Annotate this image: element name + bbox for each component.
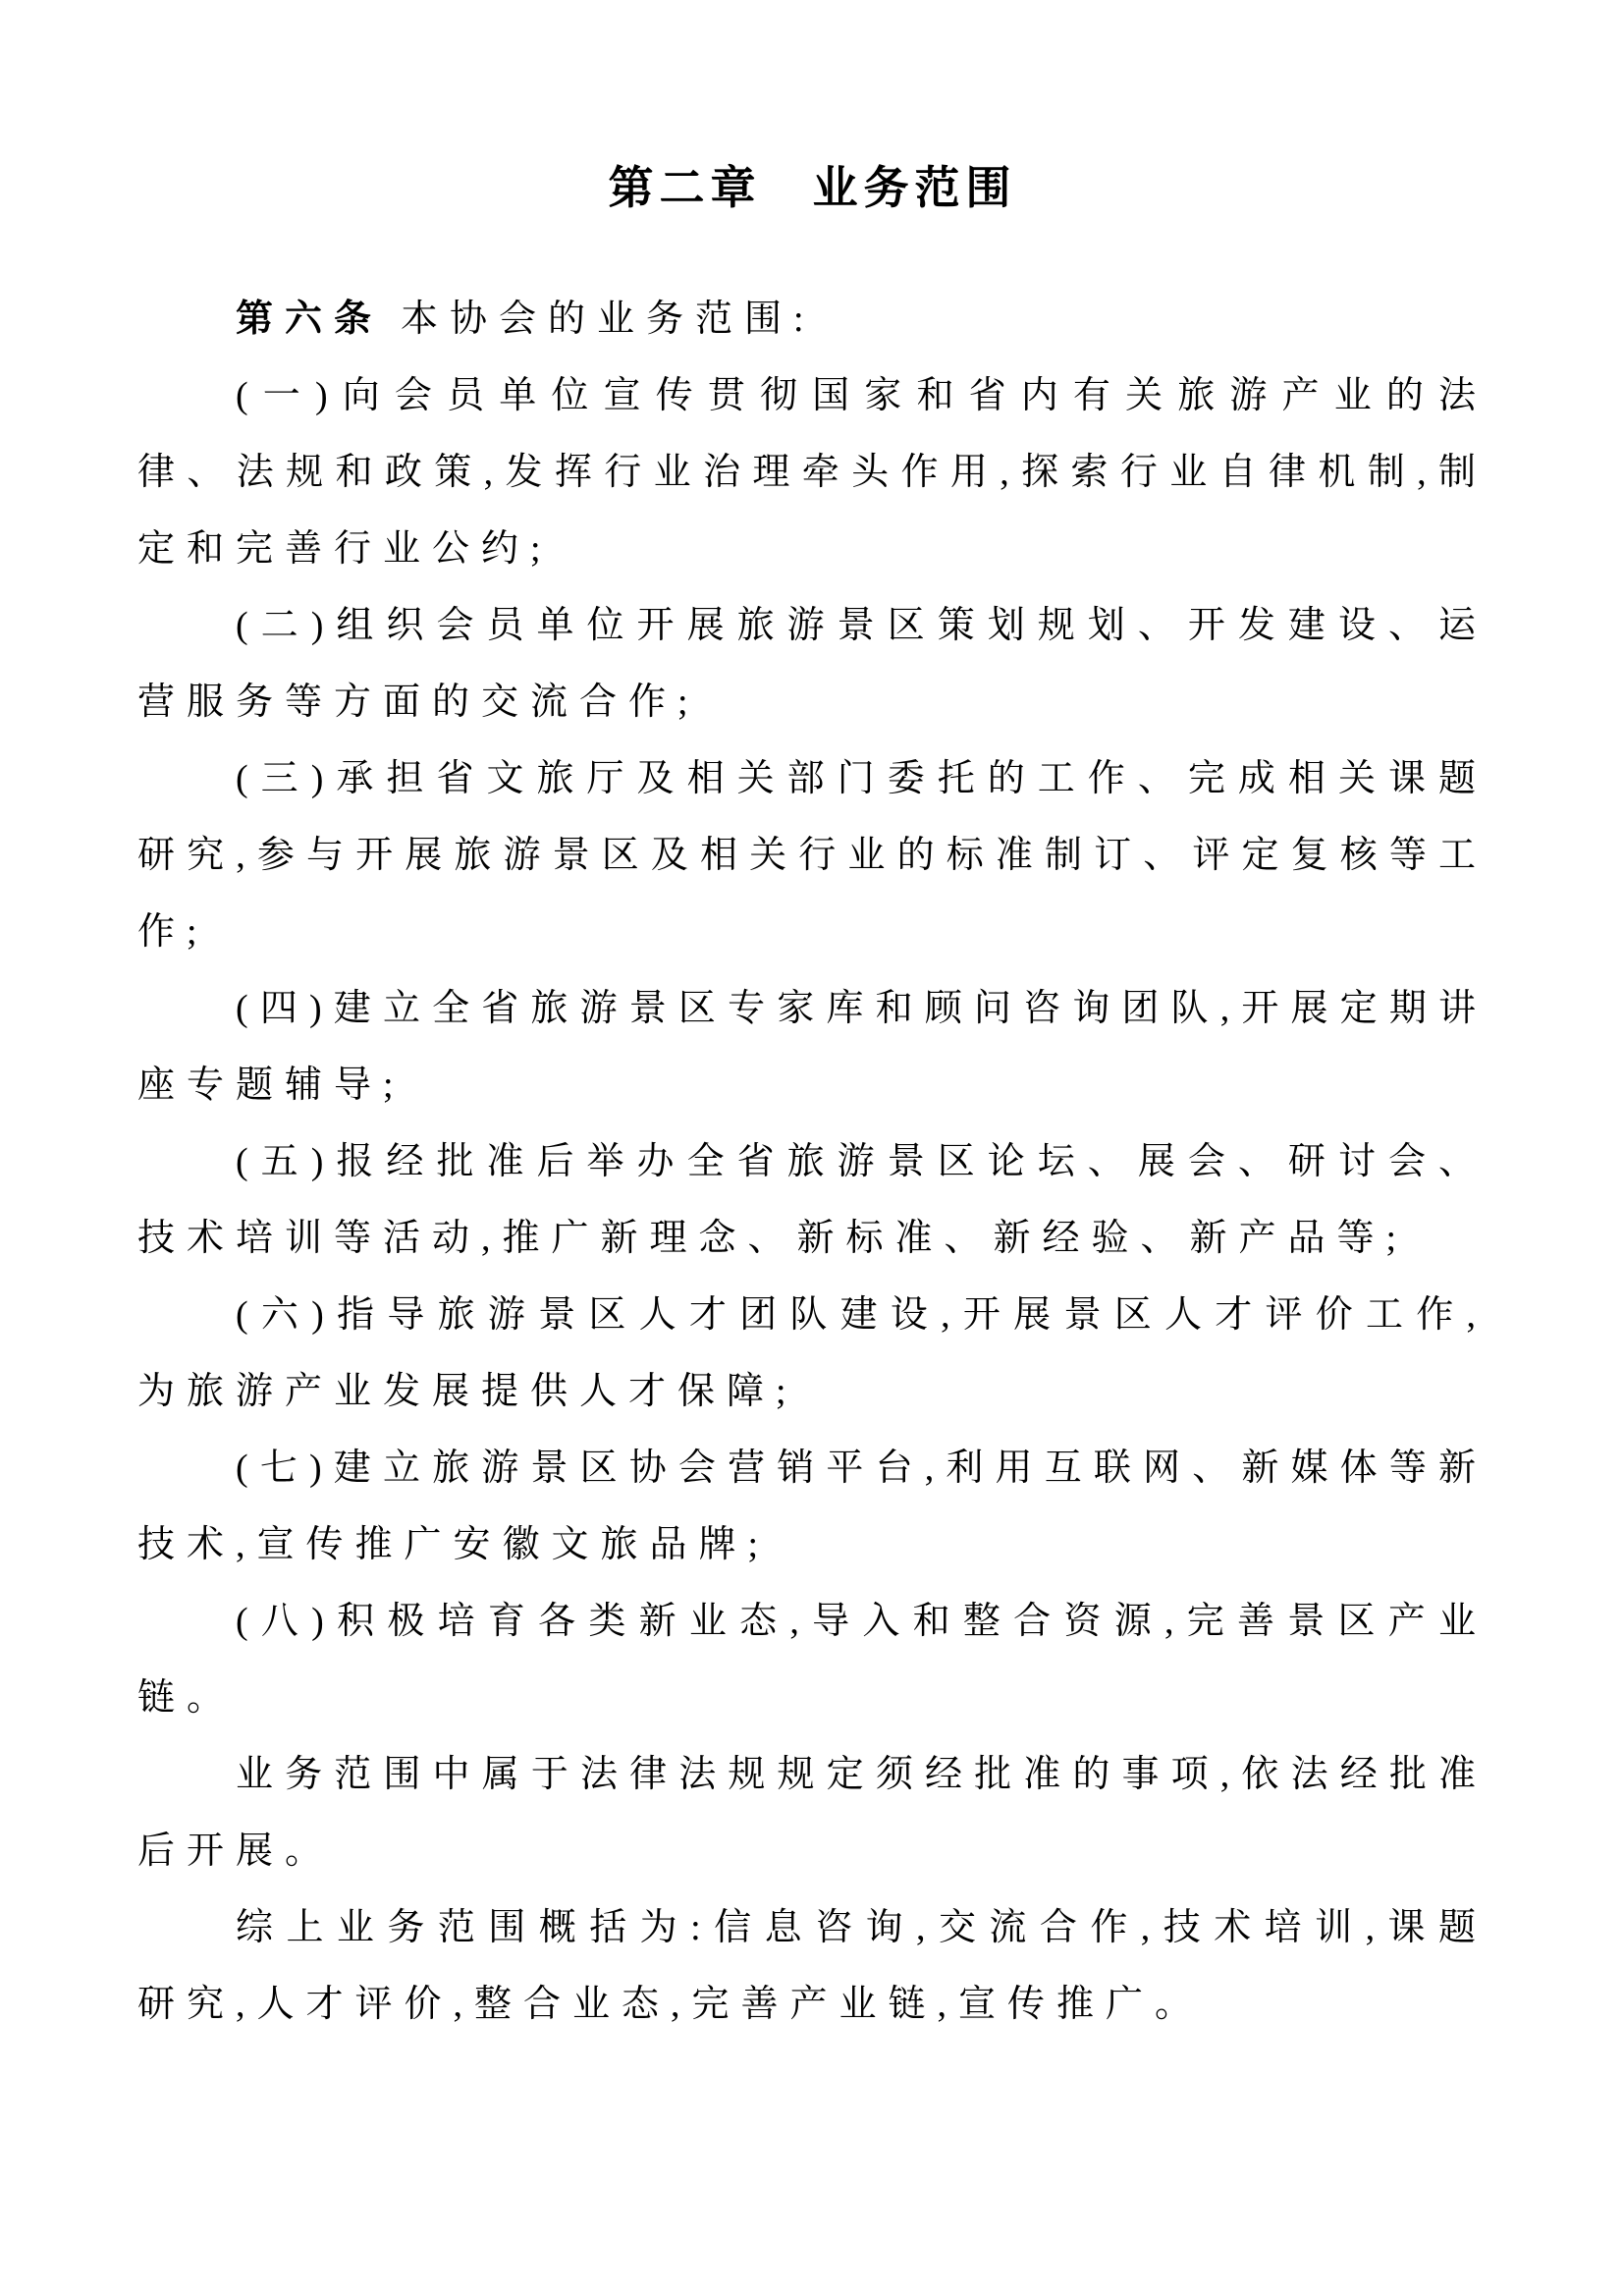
scope-item-2: (二)组织会员单位开展旅游景区策划规划、开发建设、运营服务等方面的交流合作; (137, 605, 1488, 723)
scope-item-3: (三)承担省文旅厅及相关部门委托的工作、完成相关课题研究,参与开展旅游景区及相关行业的标准制订、评定复核等工作; (137, 758, 1488, 953)
article-6-heading-paragraph (137, 281, 1488, 357)
chapter-title: 第二章 业务范围 (608, 163, 1017, 213)
scope-item-1: (一)向会员单位宣传贯彻国家和省内有关旅游产业的法律、法规和政策,发挥行业治理牵头作用,探索行业自律机制,制定和完善行业公约; (137, 375, 1488, 570)
scope-item-6: (六)指导旅游景区人才团队建设,开展景区人才评价工作,为旅游产业发展提供人才保障; (137, 1294, 1488, 1412)
summary-paragraph: 综上业务范围概括为:信息咨询,交流合作,技术培训,课题研究,人才评价,整合业态,完善产业链,宣传推广。 (137, 1907, 1488, 2025)
article-intro-text: 本协会的业务范围: (401, 299, 816, 340)
article-number: 第六条 (236, 299, 384, 340)
scope-item-7: (七)建立旅游景区协会营销平台,利用互联网、新媒体等新技术,宣传推广安徽文旅品牌; (137, 1448, 1488, 1565)
scope-item-4: (四)建立全省旅游景区专家库和顾问咨询团队,开展定期讲座专题辅导; (137, 988, 1488, 1106)
scope-item-8: (八)积极培育各类新业态,导入和整合资源,完善景区产业链。 (137, 1601, 1488, 1719)
approval-clause-paragraph: 业务范围中属于法律法规规定须经批准的事项,依法经批准后开展。 (137, 1754, 1488, 1872)
scope-item-5: (五)报经批准后举办全省旅游景区论坛、展会、研讨会、技术培训等活动,推广新理念、新标准、新经验、新产品等; (137, 1141, 1488, 1259)
